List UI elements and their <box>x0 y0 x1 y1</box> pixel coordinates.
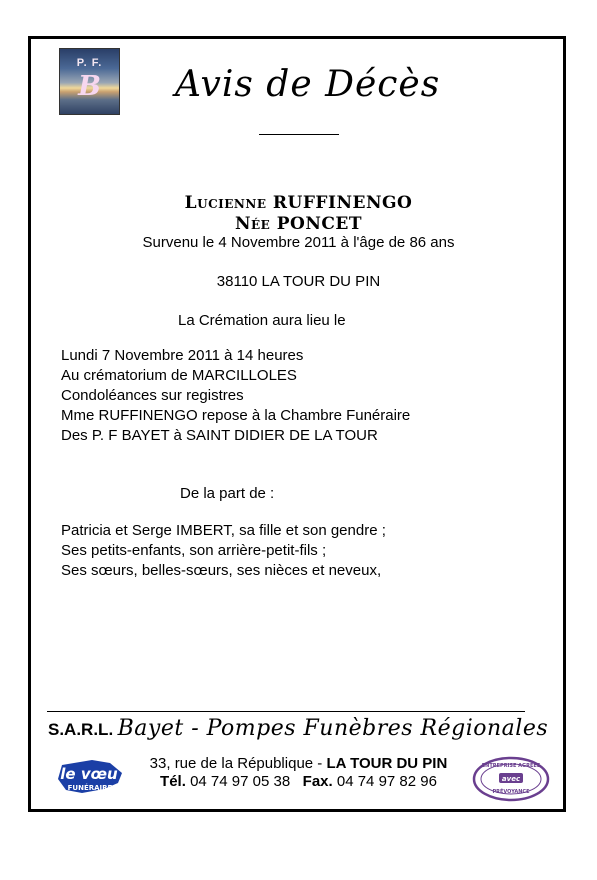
tel-number: 04 74 97 05 38 <box>190 773 291 790</box>
logo-b-letter: B <box>78 71 101 102</box>
company-sarl: S.A.R.L. <box>48 720 114 739</box>
ceremony-intro: La Crémation aura lieu le <box>178 312 346 329</box>
company-script-name: Bayet - Pompes Funèbres Régionales <box>117 716 549 741</box>
detail-line: Au crématorium de MARCILLOLES <box>61 367 297 384</box>
detail-line: Des P. F BAYET à SAINT DIDIER DE LA TOUR <box>61 427 378 444</box>
family-line: Ses petits-enfants, son arrière-petit-fils ; <box>61 542 327 559</box>
footer-divider <box>47 711 525 712</box>
death-announcement: Survenu le 4 Novembre 2011 à l'âge de 86 ans <box>142 234 455 251</box>
address-street: 33, rue de la République - <box>149 755 327 772</box>
deceased-birth-name: Née PONCET <box>234 214 363 234</box>
voeu-logo-subtitle: FUNÉRAIRE <box>67 784 113 792</box>
location: 38110 LA TOUR DU PIN <box>216 273 381 290</box>
voeu-logo-name: le vœu <box>60 765 118 783</box>
fax-label: Fax. <box>302 773 333 790</box>
detail-line: Lundi 7 Novembre 2011 à 14 heures <box>61 347 304 364</box>
badge-center-text: avec <box>501 775 521 783</box>
logo-pf-text: P. F. <box>76 57 103 69</box>
company-name <box>48 716 548 741</box>
family-line: Patricia et Serge IMBERT, sa fille et son gendre ; <box>61 522 386 539</box>
from-label: De la part de : <box>180 485 275 502</box>
agreed-company-badge <box>472 756 550 802</box>
notice-title: Avis de Décès <box>175 64 441 105</box>
le-voeu-funeraire-logo <box>52 757 127 799</box>
title-divider <box>259 134 339 135</box>
badge-top-text: ENTREPRISE AGRÉÉE <box>481 763 541 769</box>
family-line: Ses sœurs, belles-sœurs, ses nièces et neveux, <box>61 562 382 579</box>
detail-line: Condoléances sur registres <box>61 387 244 404</box>
pf-bayet-logo <box>59 48 120 115</box>
badge-bottom-text: PRÉVOYANCE <box>492 789 530 795</box>
address-city: LA TOUR DU PIN <box>326 755 448 772</box>
fax-number: 04 74 97 82 96 <box>336 773 437 790</box>
tel-label: Tél. <box>160 773 186 790</box>
detail-line: Mme RUFFINENGO repose à la Chambre Funéraire <box>61 407 411 424</box>
deceased-name: Lucienne RUFFINENGO <box>184 193 413 213</box>
